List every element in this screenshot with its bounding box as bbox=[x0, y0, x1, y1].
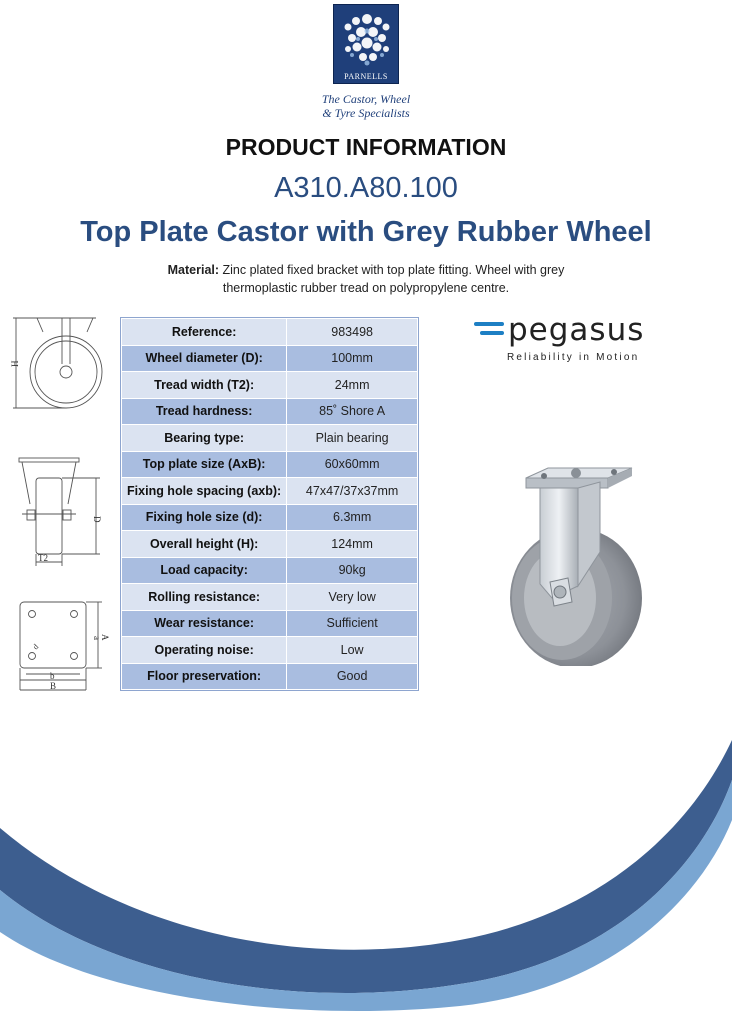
spec-row bbox=[122, 478, 418, 505]
spec-value: Low bbox=[287, 637, 418, 664]
spec-value: 6.3mm bbox=[287, 504, 418, 531]
label-a-lower: a bbox=[92, 636, 102, 640]
label-t2: T2 bbox=[38, 553, 48, 563]
spec-row bbox=[122, 398, 418, 425]
label-d-small: d bbox=[31, 642, 41, 652]
tagline-line-2: & Tyre Specialists bbox=[322, 106, 410, 120]
logo-circles-icon bbox=[334, 5, 400, 71]
spec-value: 24mm bbox=[287, 372, 418, 399]
spec-key: Operating noise: bbox=[122, 637, 287, 664]
side-view-drawing bbox=[10, 314, 110, 414]
material-label: Material: bbox=[167, 263, 220, 277]
pegasus-tagline: Reliability in Motion bbox=[507, 352, 640, 363]
spec-key: Bearing type: bbox=[122, 425, 287, 452]
front-view-drawing bbox=[14, 456, 104, 568]
spec-row bbox=[122, 345, 418, 372]
spec-value: Good bbox=[287, 663, 418, 690]
spec-key: Overall height (H): bbox=[122, 531, 287, 558]
spec-value: 983498 bbox=[287, 319, 418, 346]
parnells-logo bbox=[333, 4, 399, 84]
product-code: A310.A80.100 bbox=[274, 172, 458, 204]
spec-row bbox=[122, 425, 418, 452]
spec-value: Sufficient bbox=[287, 610, 418, 637]
material-line-1 bbox=[120, 261, 612, 279]
spec-key: Rolling resistance: bbox=[122, 584, 287, 611]
spec-value: 47x47/37x37mm bbox=[287, 478, 418, 505]
material-description bbox=[120, 261, 612, 297]
material-text-1: Zinc plated fixed bracket with top plate fitting. Wheel with grey bbox=[222, 263, 565, 277]
spec-key: Tread width (T2): bbox=[122, 372, 287, 399]
spec-key: Load capacity: bbox=[122, 557, 287, 584]
label-b-lower: b bbox=[50, 671, 55, 681]
company-tagline bbox=[300, 92, 432, 120]
spec-row bbox=[122, 584, 418, 611]
spec-row bbox=[122, 637, 418, 664]
top-view-drawing bbox=[14, 598, 114, 694]
spec-key: Floor preservation: bbox=[122, 663, 287, 690]
castor-product-image bbox=[496, 456, 652, 666]
spec-row bbox=[122, 557, 418, 584]
spec-table-body bbox=[122, 319, 418, 690]
pegasus-name: pegasus bbox=[508, 312, 645, 348]
tagline-line-1: The Castor, Wheel bbox=[321, 92, 411, 106]
spec-value: Very low bbox=[287, 584, 418, 611]
pegasus-logo bbox=[474, 314, 654, 368]
label-b-upper: B bbox=[50, 681, 57, 691]
spec-key: Fixing hole size (d): bbox=[122, 504, 287, 531]
spec-key: Wear resistance: bbox=[122, 610, 287, 637]
pegasus-bar-bottom bbox=[480, 331, 504, 335]
spec-row bbox=[122, 504, 418, 531]
spec-key: Fixing hole spacing (axb): bbox=[122, 478, 287, 505]
spec-row bbox=[122, 372, 418, 399]
label-h: H bbox=[10, 360, 20, 367]
material-line-2: thermoplastic rubber tread on polypropylene centre. bbox=[222, 281, 510, 295]
label-a-upper: A bbox=[100, 634, 110, 641]
spec-value: 124mm bbox=[287, 531, 418, 558]
logo-name: PARNELLS bbox=[344, 72, 388, 81]
decorative-wave bbox=[0, 700, 732, 1024]
spec-table bbox=[121, 318, 418, 690]
spec-key: Top plate size (AxB): bbox=[122, 451, 287, 478]
spec-value: 100mm bbox=[287, 345, 418, 372]
page-heading: PRODUCT INFORMATION bbox=[225, 134, 507, 160]
label-d: D bbox=[92, 516, 102, 523]
spec-value: 85˚ Shore A bbox=[287, 398, 418, 425]
spec-key: Tread hardness: bbox=[122, 398, 287, 425]
spec-row bbox=[122, 319, 418, 346]
product-title: Top Plate Castor with Grey Rubber Wheel bbox=[80, 216, 652, 248]
spec-key: Wheel diameter (D): bbox=[122, 345, 287, 372]
spec-value: Plain bearing bbox=[287, 425, 418, 452]
spec-key: Reference: bbox=[122, 319, 287, 346]
spec-row bbox=[122, 531, 418, 558]
spec-value: 90kg bbox=[287, 557, 418, 584]
spec-row bbox=[122, 663, 418, 690]
pegasus-bar-top bbox=[474, 322, 504, 326]
spec-row bbox=[122, 451, 418, 478]
spec-value: 60x60mm bbox=[287, 451, 418, 478]
spec-row bbox=[122, 610, 418, 637]
